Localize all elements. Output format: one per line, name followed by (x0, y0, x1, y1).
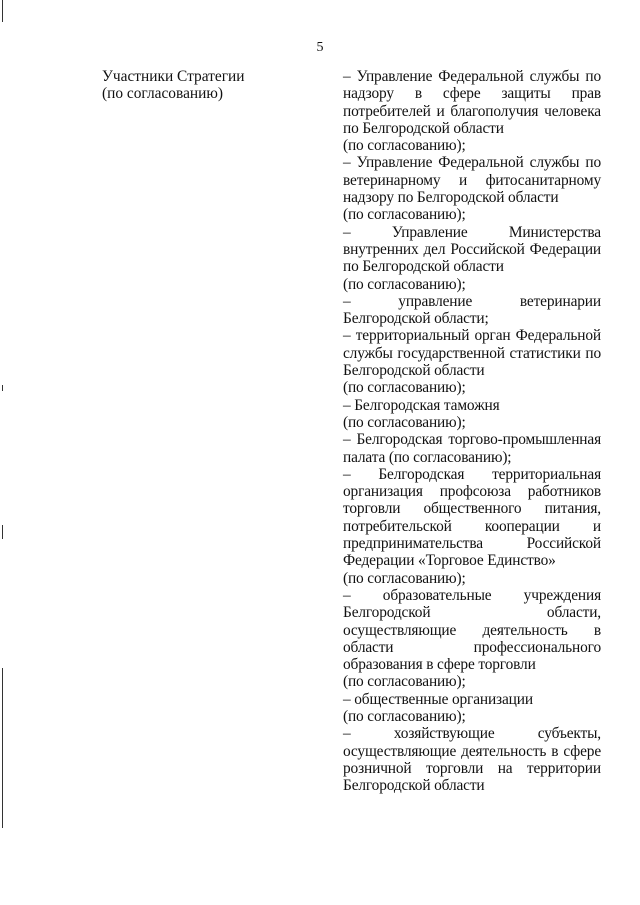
scan-edge-mark (2, 0, 3, 22)
participant-text: – Белгородская таможня (343, 396, 500, 414)
scan-edge-mark (2, 385, 3, 391)
heading-note: (по согласованию) (102, 85, 223, 103)
participants-heading (102, 68, 292, 103)
participant-item (343, 327, 601, 396)
participant-note: (по согласованию); (343, 379, 466, 397)
participant-text: – Управление Федеральной службы по ветеринарному и фитосанитарному надзору по Белгородской области (343, 154, 601, 207)
participant-text: – Белгородская торгово-промышленная палата (по согласованию); (343, 431, 601, 466)
participant-item (343, 154, 601, 223)
participant-note: (по согласованию); (343, 137, 466, 155)
participant-text: – хозяйствующие субъекты, осуществляющие деятельность в сфере розничной торговли на территории Белгородской области (343, 725, 601, 795)
participant-note: (по согласованию); (343, 569, 466, 587)
participant-text: – территориальный орган Федеральной службы государственной статистики по Белгородской области (343, 327, 601, 380)
participant-text: – образовательные учреждения Белгородской области, осуществляющие деятельность в области профессионального образования в сфере торговли (343, 586, 601, 674)
participant-item (343, 466, 601, 587)
heading-line: Участники Стратегии (102, 68, 245, 85)
participant-item (343, 587, 601, 691)
participant-note: (по согласованию); (343, 707, 466, 725)
participant-text: – Управление Министерства внутренних дел Российской Федерации по Белгородской области (343, 223, 601, 276)
participant-item (343, 725, 601, 794)
participant-item (343, 691, 601, 726)
participant-item (343, 431, 601, 466)
participant-text: – общественные организации (343, 690, 533, 708)
participants-list (343, 68, 601, 794)
participant-note: (по согласованию); (343, 275, 466, 293)
participant-note: (по согласованию); (343, 413, 466, 431)
page-number: 5 (316, 40, 324, 55)
participant-item (343, 397, 601, 432)
participant-note: (по согласованию); (343, 673, 466, 691)
participant-text: – Белгородская территориальная организация профсоюза работников торговли общественного питания, потребительской кооперации и предпринимательства Российской Федерации «Торговое Единство» (343, 465, 601, 570)
scan-edge-mark (2, 668, 3, 828)
participant-note: (по согласованию); (343, 206, 466, 224)
participant-item (343, 224, 601, 293)
scan-edge-mark (2, 525, 3, 539)
participant-text: – управление ветеринарии Белгородской области; (343, 292, 601, 328)
participant-item (343, 68, 601, 154)
participant-item (343, 293, 601, 328)
participant-text: – Управление Федеральной службы по надзору в сфере защиты прав потребителей и благополучия человека по Белгородской области (343, 68, 601, 137)
